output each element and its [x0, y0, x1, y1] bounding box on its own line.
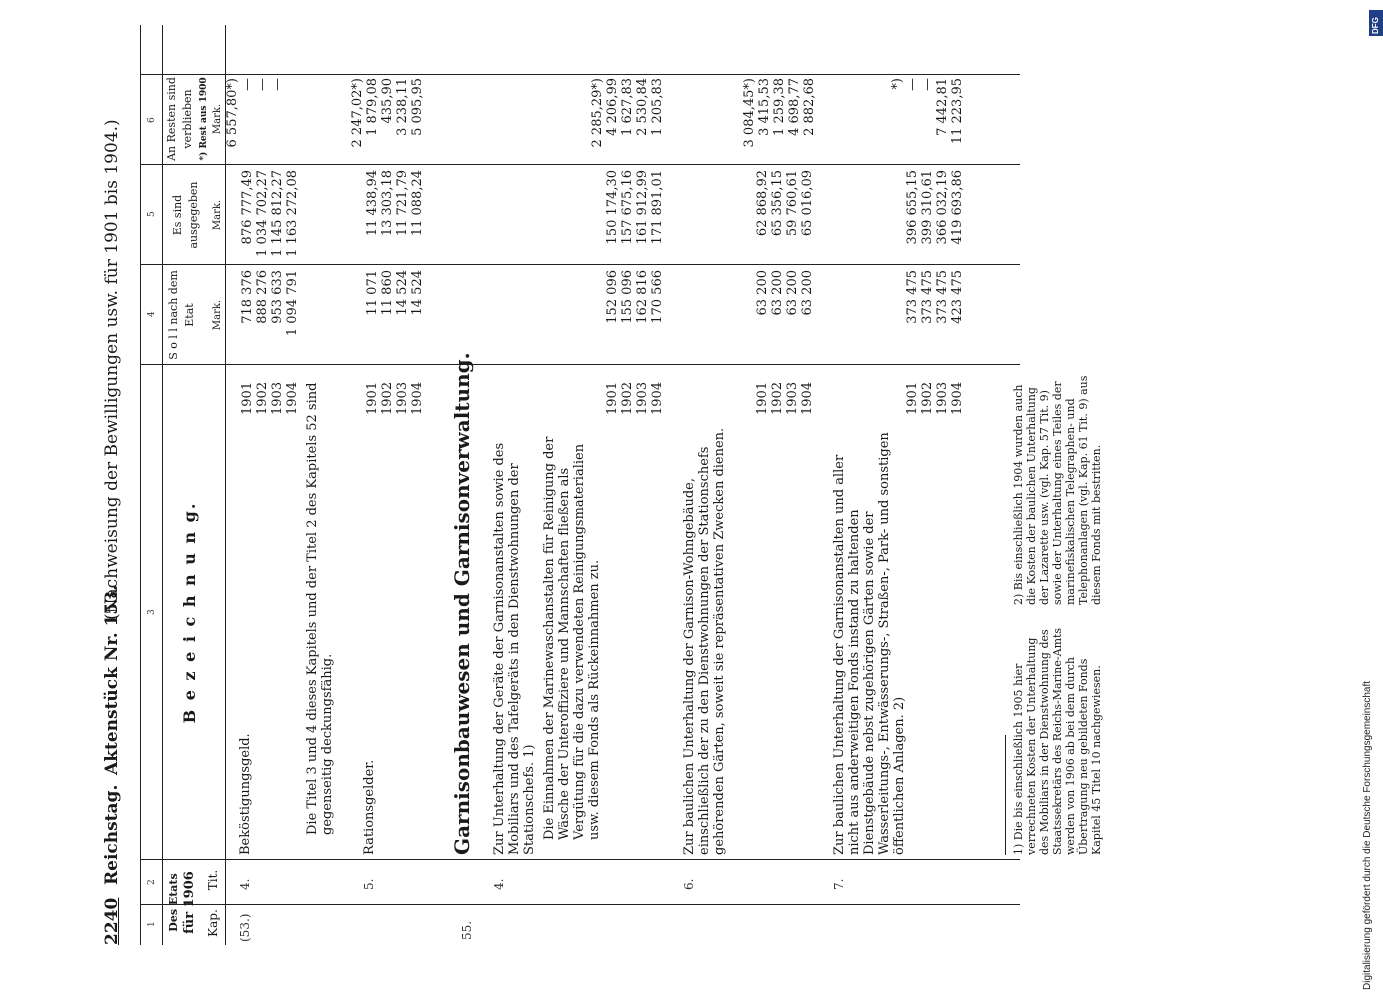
reste-values: 3 084,45*) 3 415,53 1 259,38 4 698,77 2 882,68 — [742, 78, 817, 148]
col5-heading: Es sind ausgegeben — [171, 181, 200, 249]
soll-values: 152 096 155 096 162 816 170 566 — [605, 270, 665, 324]
col4-heading: S o l l nach dem Etat — [167, 270, 196, 360]
col-divider-1 — [140, 904, 1020, 905]
col-number: 5 — [147, 211, 157, 217]
section-title: Beköstigungsgeld. — [238, 733, 253, 855]
side-note — [1362, 10, 1383, 990]
table-top-rule — [140, 25, 141, 945]
col-number: 4 — [147, 311, 157, 317]
reste-values: 6 557,80*) — — — — [225, 78, 285, 148]
col12-heading: Des Etats für 1906 — [167, 871, 197, 934]
section-title: Rationsgelder. — [362, 759, 377, 855]
col5-unit: Mark. — [212, 199, 223, 231]
reste-values: 2 247,02*) 1 879,08 435,90 3 238,11 5 095,95 — [350, 78, 425, 148]
section-note: Die Titel 3 und 4 dieses Kapitels und der Titel 2 des Kapitels 52 sind gegenseitig deckungsfähig. — [305, 382, 335, 835]
tit-label: 4. — [238, 878, 252, 890]
subsection-note: Die Einnahmen der Marinewaschanstalten für Reinigung der Wäsche der Unteroffiziere und Mannschaften fließen als Vergütung für die dazu verwendeten Reinigungsmaterialien usw. diesem Fonds als Rückeinnahmen zu. — [542, 436, 602, 840]
tit-label: 4. — [492, 878, 506, 890]
side-note-text: Digitalisierung gefördert durch die Deutsche Forschungsgemeinschaft — [1362, 680, 1373, 990]
reste-values: 2 285,29*) 4 206,99 1 627,83 2 530,84 1 205,83 — [590, 78, 665, 148]
soll-values: 718 376 888 276 953 633 1 094 791 — [240, 270, 300, 337]
col1-subheading: Kap. — [206, 909, 220, 937]
soll-values: 11 071 11 860 14 524 14 524 — [365, 270, 425, 316]
dfg-logo: DFG — [1369, 10, 1383, 36]
subsection-text: Zur baulichen Unterhaltung der Garnisonanstalten und aller nicht aus anderweitigen Fonds instand zu haltenden Dienstgebäude nebst zugehörigen Gärten sowie der Wasserleitungs-, Entwässerungs-, Straßen-, Park- und sonstigen öffentlichen Anlagen. 2) — [832, 432, 907, 855]
footnote-2: 2) Bis einschließlich 1904 wurden auch die Kosten der baulichen Unterhaltung der Lazarette usw. (vgl. Kap. 57 Tit. 9) sowie der Unterhaltung eines Teiles der marinefiskalischen Telegraphen- und Telephonanlagen (vgl. Kap. 61 Tit. 9) aus diesem Fonds mit bestritten. — [1012, 375, 1103, 605]
page-number: 2240 — [102, 897, 122, 945]
header-bottom-rule — [225, 25, 226, 945]
ausgegeben-values: 11 438,94 13 303,18 11 721,79 11 088,24 — [365, 170, 425, 237]
soll-values: 373 475 373 475 373 475 423 475 — [905, 270, 965, 324]
soll-values: 63 200 63 200 63 200 63 200 — [755, 270, 815, 316]
subsection-text: Zur Unterhaltung der Geräte der Garnisonanstalten sowie des Mobiliars und des Tafelgeräts in den Dienstwohnungen der Stationschefs. 1) — [492, 442, 537, 855]
document-number: Aktenstück Nr. 153. — [102, 584, 122, 775]
col-divider-6 — [140, 74, 1020, 75]
col2-subheading: Tit. — [206, 869, 220, 891]
ausgegeben-values: 150 174,30 157 675,16 161 912,99 171 891,01 — [605, 170, 665, 245]
header-subtitle: (Nachweisung der Bewilligungen usw. für 1901 bis 1904.) — [102, 119, 122, 620]
year-list: 1901 1902 1903 1904 — [605, 381, 665, 415]
ausgegeben-values: 62 868,92 65 356,15 59 760,61 65 016,09 — [755, 170, 815, 237]
reste-values: *) — — 7 442,81 11 223,95 — [890, 78, 965, 145]
footnote-rule — [1005, 735, 1006, 855]
ausgegeben-values: 396 655,15 399 310,61 366 032,19 419 693,86 — [905, 170, 965, 245]
section-heading: Garnisonbauwesen und Garnisonverwaltung. — [450, 352, 474, 855]
col-divider-2 — [140, 859, 1020, 860]
tit-label: 5. — [362, 878, 376, 890]
tit-label: 7. — [832, 878, 846, 890]
tit-label: 6. — [682, 878, 696, 890]
col3-heading: B e z e i c h n u n g. — [180, 501, 199, 724]
kap-label: 55. — [460, 920, 474, 940]
year-list: 1901 1902 1903 1904 — [365, 381, 425, 415]
footnote-1: 1) Die bis einschließlich 1905 hier verrechneten Kosten der Unterhaltung des Mobiliars in der Dienstwohnung des Staatssekretärs des Reichs-Marine-Amts werden von 1906 ab bei dem durch Übertragung neu gebildeten Fonds Kapitel 45 Titel 10 nachgewiesen. — [1012, 627, 1103, 855]
col-divider-5 — [140, 164, 1020, 165]
col-number: 6 — [147, 117, 157, 123]
header-title: Reichstag. — [102, 784, 122, 885]
kap-label: (53.) — [238, 913, 252, 942]
ausgegeben-values: 876 777,49 1 034 702,27 1 145 812,27 1 163 272,08 — [240, 170, 300, 257]
col-number-rule — [162, 25, 163, 945]
col-number: 2 — [147, 879, 157, 885]
col-number: 1 — [147, 921, 157, 927]
col-divider-3 — [140, 364, 1020, 365]
document-page — [100, 25, 1270, 945]
year-list: 1901 1902 1903 1904 — [240, 381, 300, 415]
year-list: 1901 1902 1903 1904 — [755, 381, 815, 415]
subsection-text: Zur baulichen Unterhaltung der Garnison-Wohngebäude, einschließlich der zu den Dienstwohnungen der Stationschefs gehörenden Gärten, soweit sie repräsentativen Zwecken dienen. — [682, 427, 727, 855]
col6-heading: An Resten sind verblieben *) Rest aus 1900 — [165, 77, 209, 161]
col-divider-4 — [140, 264, 1020, 265]
year-list: 1901 1902 1903 1904 — [905, 381, 965, 415]
col4-unit: Mark. — [212, 299, 223, 331]
col-number: 3 — [147, 609, 157, 615]
col6-unit: Mark. — [212, 103, 223, 135]
